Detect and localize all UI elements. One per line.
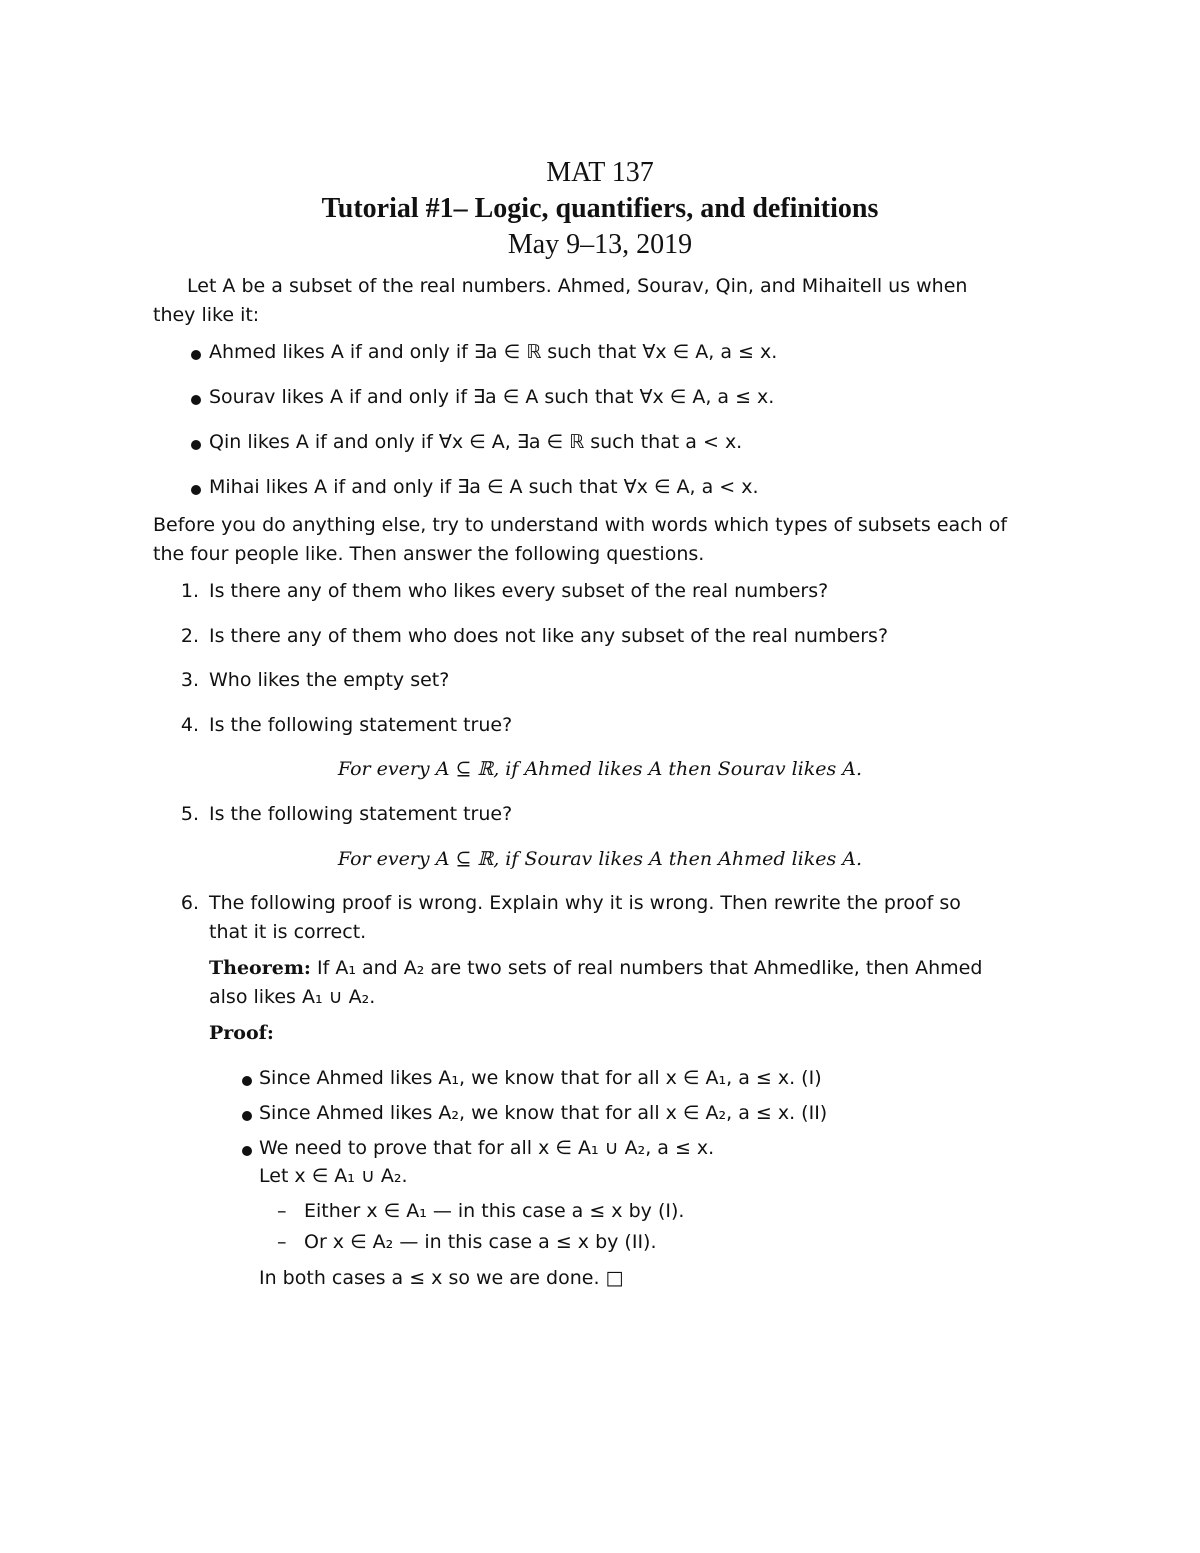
intro-line-2: they like it: [153, 304, 260, 326]
intro-line-1: Let A be a subset of the real numbers. Ahmed, Sourav, Qin, and Mihaitell us when [187, 275, 968, 297]
proof-conclusion: In both cases a ≤ x so we are done. □ [259, 1267, 624, 1289]
bullet-icon [242, 1146, 252, 1156]
proof-label: Proof: [209, 1022, 274, 1044]
date-range: May 9–13, 2019 [507, 229, 693, 260]
bullet-icon [191, 350, 201, 360]
likes-item-mihai: Mihai likes A if and only if ∃a ∈ A such that ∀x ∈ A, a < x. [209, 476, 759, 498]
question-4: Is the following statement true? [209, 714, 513, 736]
question-6 [209, 889, 1054, 947]
tutorial-title: Tutorial #1– Logic, quantifiers, and definitions [321, 193, 879, 224]
question-number: 4. [180, 714, 199, 736]
proof-let: Let x ∈ A₁ ∪ A₂. [259, 1165, 408, 1187]
theorem-label: Theorem: [209, 957, 311, 979]
theorem [209, 954, 1054, 1012]
theorem-line-1: If A₁ and A₂ are two sets of real numbers that Ahmedlike, then Ahmed [316, 957, 983, 979]
question-number: 2. [180, 625, 199, 647]
question-number: 5. [180, 803, 199, 825]
header [0, 155, 1200, 263]
question-5-statement: For every A ⊆ ℝ, if Sourav likes A then Ahmed likes A. [337, 848, 863, 870]
bullet-icon [242, 1111, 252, 1121]
likes-item-ahmed: Ahmed likes A if and only if ∃a ∈ ℝ such that ∀x ∈ A, a ≤ x. [209, 341, 778, 363]
dash-icon: – [277, 1200, 287, 1222]
instructions-paragraph [153, 511, 1053, 569]
question-6-line-2: that it is correct. [209, 921, 367, 943]
course-title: MAT 137 [546, 157, 654, 188]
question-number: 1. [180, 580, 199, 602]
question-4-statement: For every A ⊆ ℝ, if Ahmed likes A then Sourav likes A. [337, 758, 863, 780]
question-3: Who likes the empty set? [209, 669, 450, 691]
likes-item-qin: Qin likes A if and only if ∀x ∈ A, ∃a ∈ ℝ such that a < x. [209, 431, 743, 453]
bullet-icon [191, 440, 201, 450]
question-2: Is there any of them who does not like any subset of the real numbers? [209, 625, 889, 647]
question-1: Is there any of them who likes every subset of the real numbers? [209, 580, 829, 602]
instructions-line-1: Before you do anything else, try to understand with words which types of subsets each of [153, 514, 1008, 536]
proof-step-3: We need to prove that for all x ∈ A₁ ∪ A₂, a ≤ x. [259, 1137, 715, 1159]
question-5: Is the following statement true? [209, 803, 513, 825]
proof-step-2: Since Ahmed likes A₂, we know that for all x ∈ A₂, a ≤ x. (II) [259, 1102, 828, 1124]
question-number: 3. [180, 669, 199, 691]
question-6-line-1: The following proof is wrong. Explain why it is wrong. Then rewrite the proof so [209, 892, 961, 914]
bullet-icon [191, 395, 201, 405]
bullet-icon [191, 485, 201, 495]
likes-item-sourav: Sourav likes A if and only if ∃a ∈ A such that ∀x ∈ A, a ≤ x. [209, 386, 775, 408]
proof-case-1: Either x ∈ A₁ — in this case a ≤ x by (I). [304, 1200, 685, 1222]
dash-icon: – [277, 1231, 287, 1253]
intro-paragraph [153, 272, 1053, 330]
proof-case-2: Or x ∈ A₂ — in this case a ≤ x by (II). [304, 1231, 657, 1253]
question-number: 6. [180, 892, 199, 914]
proof-step-1: Since Ahmed likes A₁, we know that for all x ∈ A₁, a ≤ x. (I) [259, 1067, 822, 1089]
theorem-line-2: also likes A₁ ∪ A₂. [209, 986, 376, 1008]
bullet-icon [242, 1076, 252, 1086]
instructions-line-2: the four people like. Then answer the following questions. [153, 543, 705, 565]
